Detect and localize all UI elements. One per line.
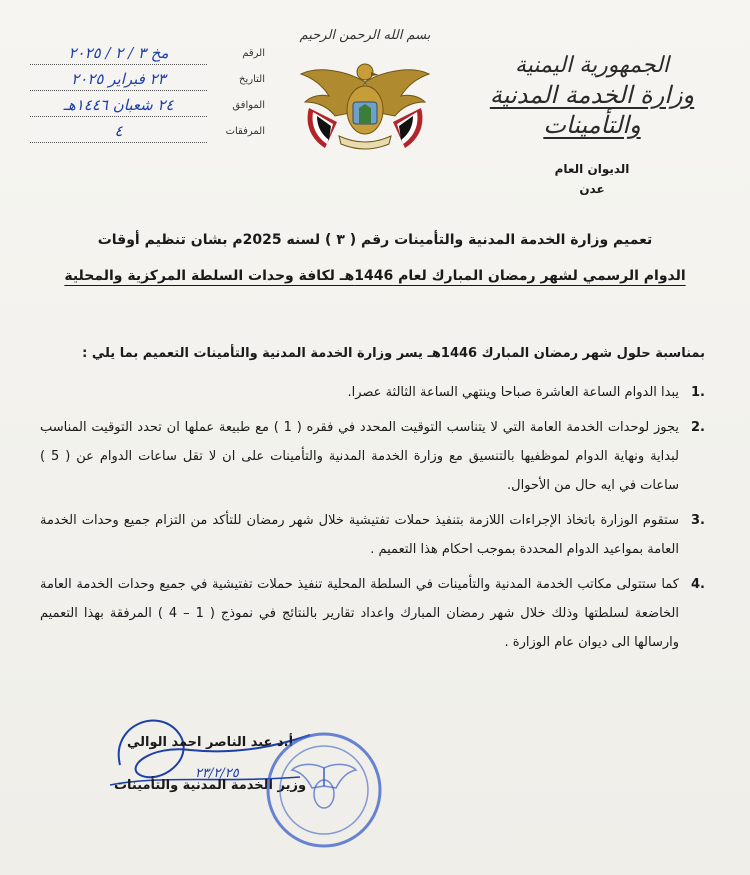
list-item xyxy=(40,506,705,564)
list-item-text: يجوز لوحدات الخدمة العامة التي لا يتناسب التوقيت المحدد في فقره ( 1 ) مع طبيعة عملها ان تحدد التوقيت المناسب لبداية ونهاية الدوام لموظفيها بالتنسيق مع وزارة الخدمة المدنية والتأمينات على ان لا تقل ساعات الدوام عن ( 5 ) ساعات في ايه حال من الأحوال. xyxy=(40,420,679,493)
document-title-line1: تعميم وزارة الخدمة المدنية والتأمينات رقم ( ٣ ) لسنه 2025م بشان تنظيم أوقات xyxy=(97,232,653,248)
intro-paragraph: بمناسبة حلول شهر رمضان المبارك 1446هـ يسر وزارة الخدمة المدنية والتأمينات التعميم بما يلي : xyxy=(82,346,705,361)
list-item-number: .4 xyxy=(691,577,705,592)
reference-block xyxy=(30,42,265,146)
list-item-text: يبدا الدوام الساعة العاشرة صباحا وينتهي الساعة الثالثة عصرا. xyxy=(347,385,679,400)
list-item-number: .2 xyxy=(691,420,705,435)
ref-attachments-row xyxy=(30,120,265,146)
basmala: بسم الله الرحمن الرحيم xyxy=(299,28,431,43)
ref-number-row xyxy=(30,42,265,68)
signatory-role: وزير الخدمة المدنية والتأمينات xyxy=(113,778,307,793)
ref-number-label: الرقم xyxy=(242,48,265,59)
ref-hijri-row xyxy=(30,94,265,120)
list-item-text: كما ستتولى مكاتب الخدمة المدنية والتأمينات في السلطة المحلية تنفيذ حملات تفتيشية في جميع وحدات الخدمة العامة الخاضعة لسلطتها وذلك خلال شهر رمضان المبارك واعداد تقارير بالنتائج في نموذج ( 1 – 4 ) المرفقة بهذا التعميم وارسالها الى ديوان عام الوزارة . xyxy=(40,577,680,650)
list-item xyxy=(40,378,705,407)
list-item xyxy=(40,570,705,657)
city-name: عدن xyxy=(579,182,605,196)
ref-hijri-label: الموافق xyxy=(232,100,265,111)
ref-date-label: التاريخ xyxy=(239,74,265,85)
ref-date-value: ٢٣ فبراير ٢٠٢٥ xyxy=(30,68,207,91)
yemen-eagle-emblem-icon xyxy=(295,52,435,157)
republic-name: الجمهورية اليمنية xyxy=(514,53,670,78)
directive-list xyxy=(40,378,705,663)
official-stamp-icon xyxy=(262,728,387,853)
office-name: الديوان العام xyxy=(554,162,630,176)
ref-attachments-value: ٤ xyxy=(30,120,207,143)
list-item-number: .1 xyxy=(691,385,705,400)
ref-hijri-value: ٢٤ شعبان ١٤٤٦هـ xyxy=(30,94,207,117)
ref-attachments-label: المرفقات xyxy=(225,126,265,137)
letterhead xyxy=(482,52,702,196)
list-item-number: .3 xyxy=(691,513,705,528)
ref-number-value: مخ ٣ / ٢ / ٢٠٢٥ xyxy=(30,42,207,65)
list-item-text: ستقوم الوزارة باتخاذ الإجراءات اللازمة بتنفيذ حملات تفتيشية خلال شهر رمضان للتأكد من التزام جميع وحدات الخدمة العامة بمواعيد الدوام المحددة بموجب احكام هذا التعميم . xyxy=(40,513,679,557)
signatory-name: أ.د عبد الناصر احمد الوالي xyxy=(126,735,294,750)
ref-date-row xyxy=(30,68,265,94)
list-item xyxy=(40,413,705,500)
ministry-name: وزارة الخدمة المدنية والتأمينات xyxy=(489,81,695,139)
document-title-line2: الدوام الرسمي لشهر رمضان المبارك لعام 1446هـ لكافة وحدات السلطة المركزية والمحلية xyxy=(64,268,686,284)
signature-date: ٢٣/٢/٢٥ xyxy=(195,766,239,781)
